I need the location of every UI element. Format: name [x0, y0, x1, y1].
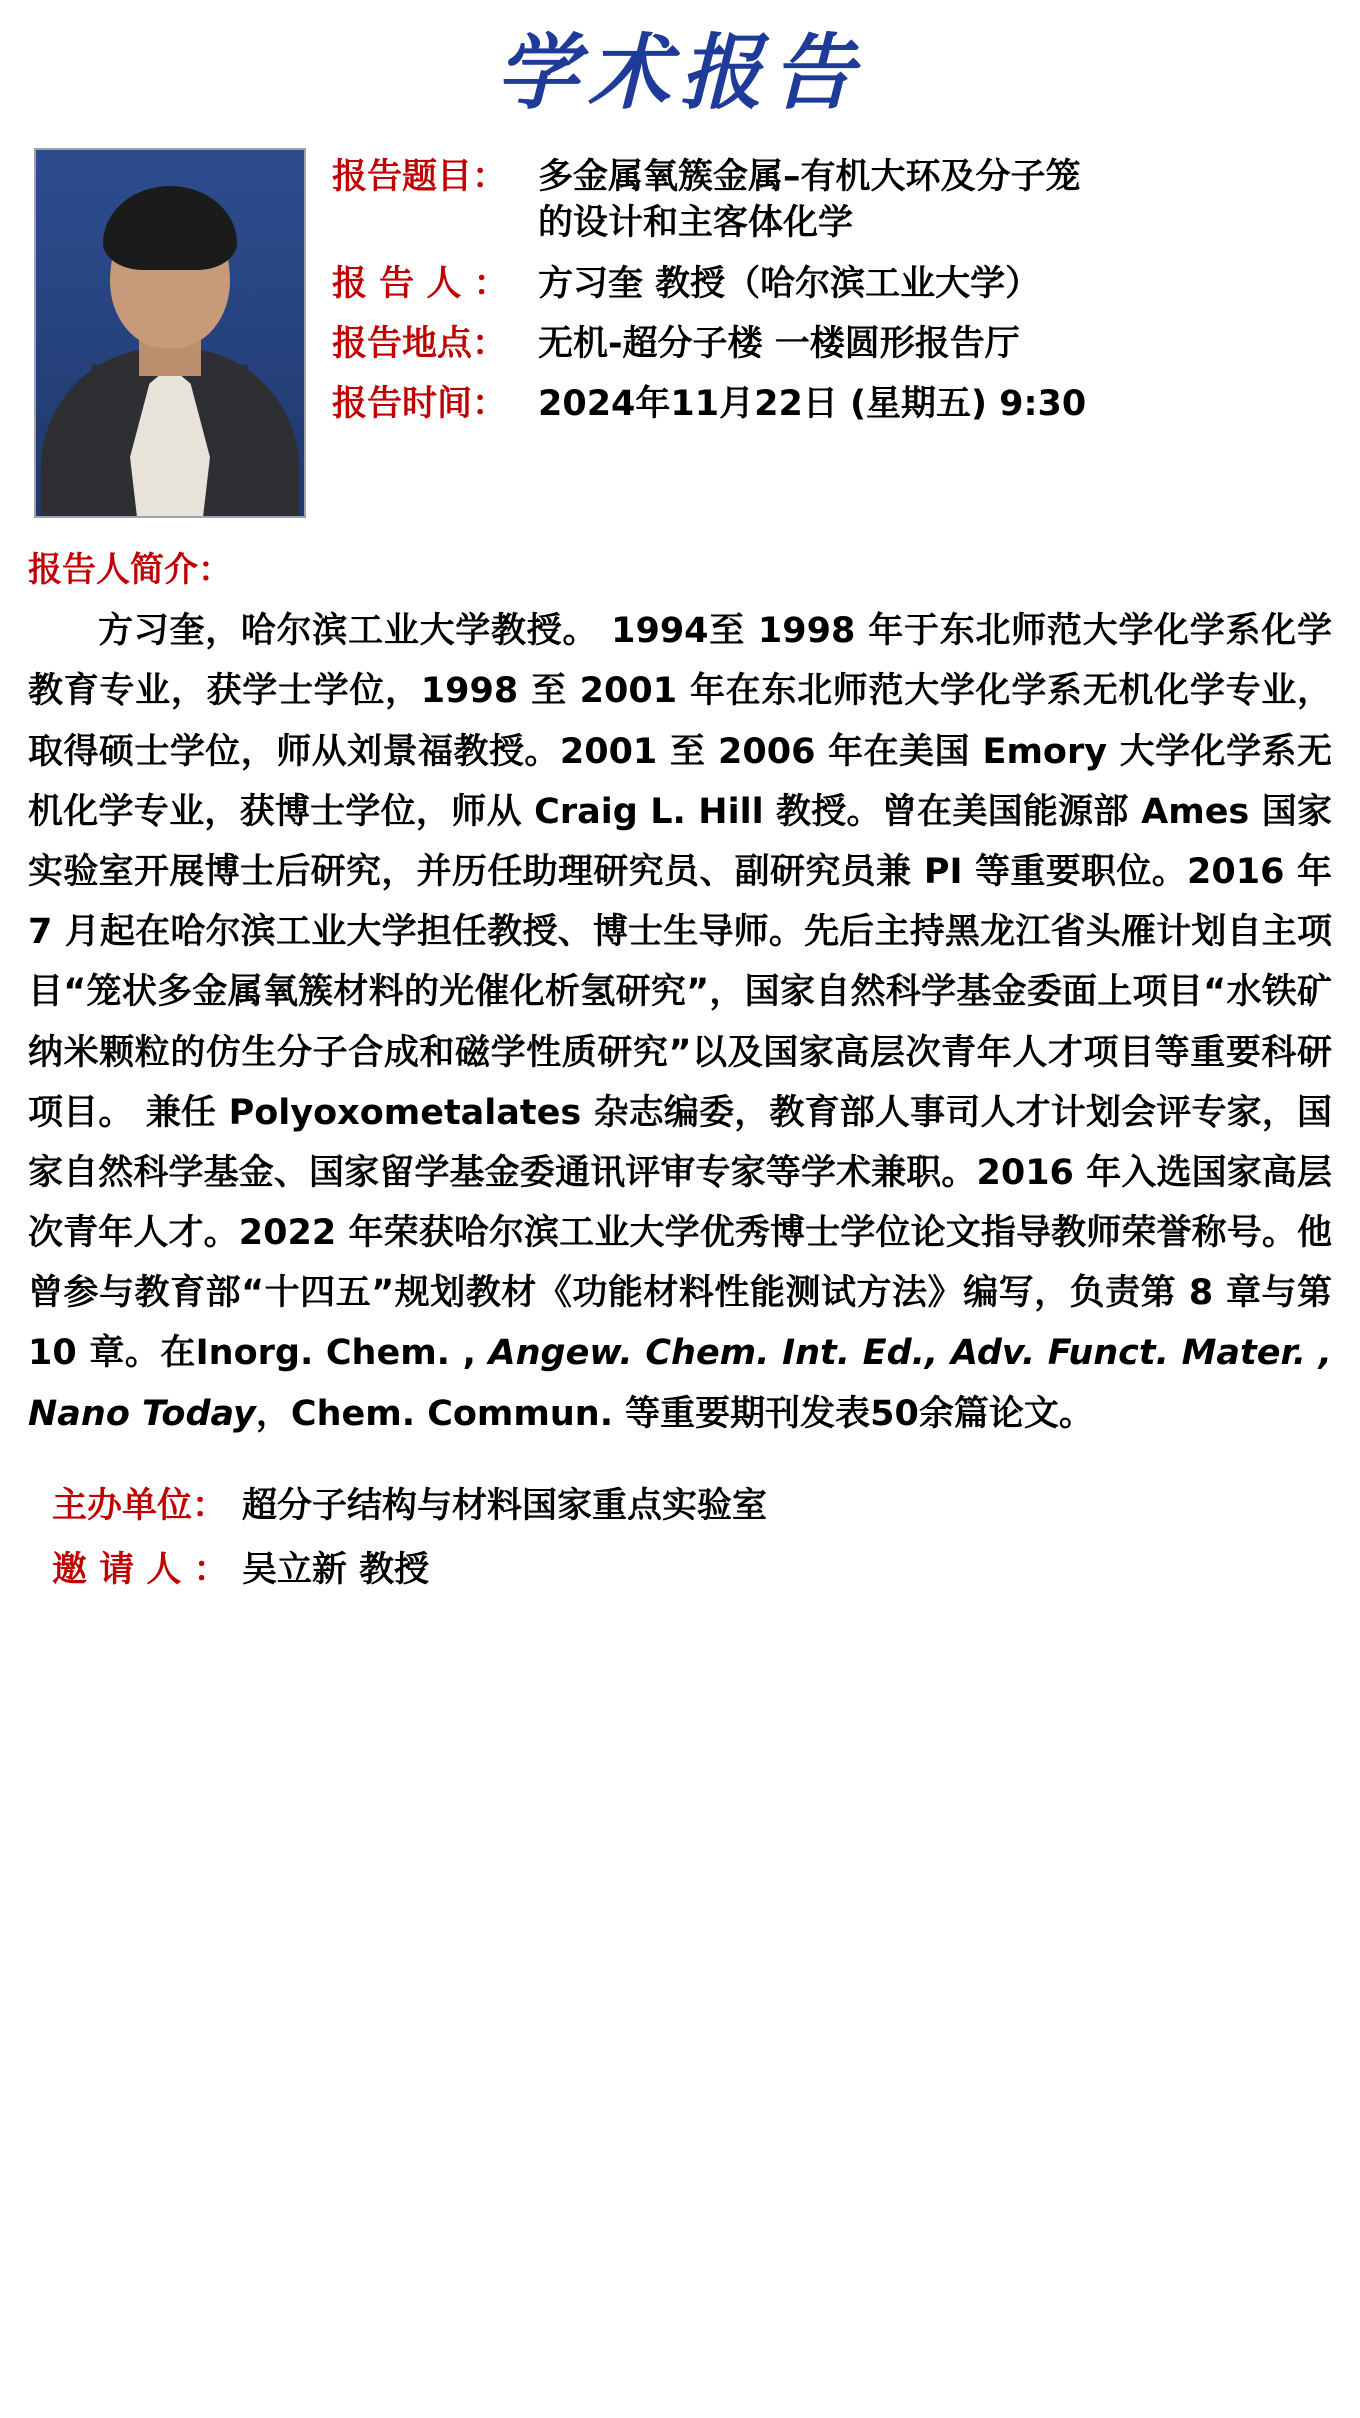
footer-value-inviter: 吴立新 教授 — [242, 1549, 430, 1590]
footer-label-inviter: 邀 请 人 ： — [52, 1549, 229, 1590]
footer-label-organizer: 主办单位： — [52, 1485, 228, 1526]
info-row-speaker — [332, 261, 1332, 307]
bio-journal-1: Inorg. Chem. , — [195, 1333, 476, 1374]
bio-text — [28, 601, 1332, 1444]
talk-info-list — [332, 148, 1332, 441]
bio-heading: 报告人简介： — [28, 550, 232, 591]
bio-text-part2: 等重要期刊发表50余篇论文。 — [613, 1393, 1094, 1434]
info-value-title-line2: 的设计和主客体化学 — [538, 203, 854, 244]
footer-value-organizer: 超分子结构与材料国家重点实验室 — [242, 1485, 768, 1526]
footer-row-inviter — [28, 1542, 1332, 1592]
bio-journal-3: Chem. Commun. — [290, 1393, 613, 1434]
header-block — [28, 148, 1332, 518]
info-value-location: 无机-超分子楼 一楼圆形报告厅 — [538, 323, 1020, 364]
info-value-speaker: 方习奎 教授（哈尔滨工业大学） — [538, 263, 1041, 304]
info-label-time: 报告时间： — [332, 383, 508, 424]
footer-block — [28, 1478, 1332, 1640]
info-label-speaker: 报 告 人 ： — [332, 263, 509, 304]
bio-journal-2: Angew. Chem. Int. Ed., Adv. Funct. Mater. , Nano Today — [28, 1333, 1332, 1434]
footer-row-organizer — [28, 1478, 1332, 1528]
bio-text-part1: 方习奎，哈尔滨工业大学教授。 1994至 1998 年于东北师范大学化学系化学教育专业，获学士学位，1998 至 2001 年在东北师范大学化学系无机化学专业，取得硕士学位，师从刘景福教授。2001 至 2006 年在美国 Emory 大学化学系无机化学专业，获博士学位，师从 Craig L. Hill 教授。曾在美国能源部 Ames 国家实验室开展博士后研究，并历任助理研究员、副研究员兼 PI 等重要职位。2016 年 7 月起在哈尔滨工业大学担任教授、博士生导师。先后主持黑龙江省头雁计划自主项目“笼状多金属氧簇材料的光催化析氢研究”，国家自然科学基金委面上项目“水铁矿纳米颗粒的仿生分子合成和磁学性质研究”以及国家高层次青年人才项目等重要科研项目。 兼任 Polyoxometalates 杂志编委，教育部人事司人才计划会评专家，国家自然科学基金、国家留学基金委通讯评审专家等学术兼职。2016 年入选国家高层次青年人才。2022 年荣获哈尔滨工业大学优秀博士学位论文指导教师荣誉称号。他曾参与教育部“十四五”规划教材《功能材料性能测试方法》编写，负责第 8 章与第 10 章。在 — [28, 611, 1332, 1374]
info-row-location — [332, 321, 1332, 367]
info-value-title — [538, 154, 1332, 246]
speaker-photo — [34, 148, 306, 518]
info-label-title: 报告题目： — [332, 157, 508, 198]
info-row-title — [332, 154, 1332, 246]
info-value-title-line1: 多金属氧簇金属–有机大环及分子笼 — [538, 157, 1081, 198]
info-label-location: 报告地点： — [332, 323, 508, 364]
bio-separator: ， — [255, 1393, 291, 1434]
page-title: 学术报告 — [496, 25, 864, 121]
info-row-time — [332, 381, 1332, 427]
info-value-time: 2024年11月22日 (星期五) 9:30 — [538, 383, 1087, 424]
